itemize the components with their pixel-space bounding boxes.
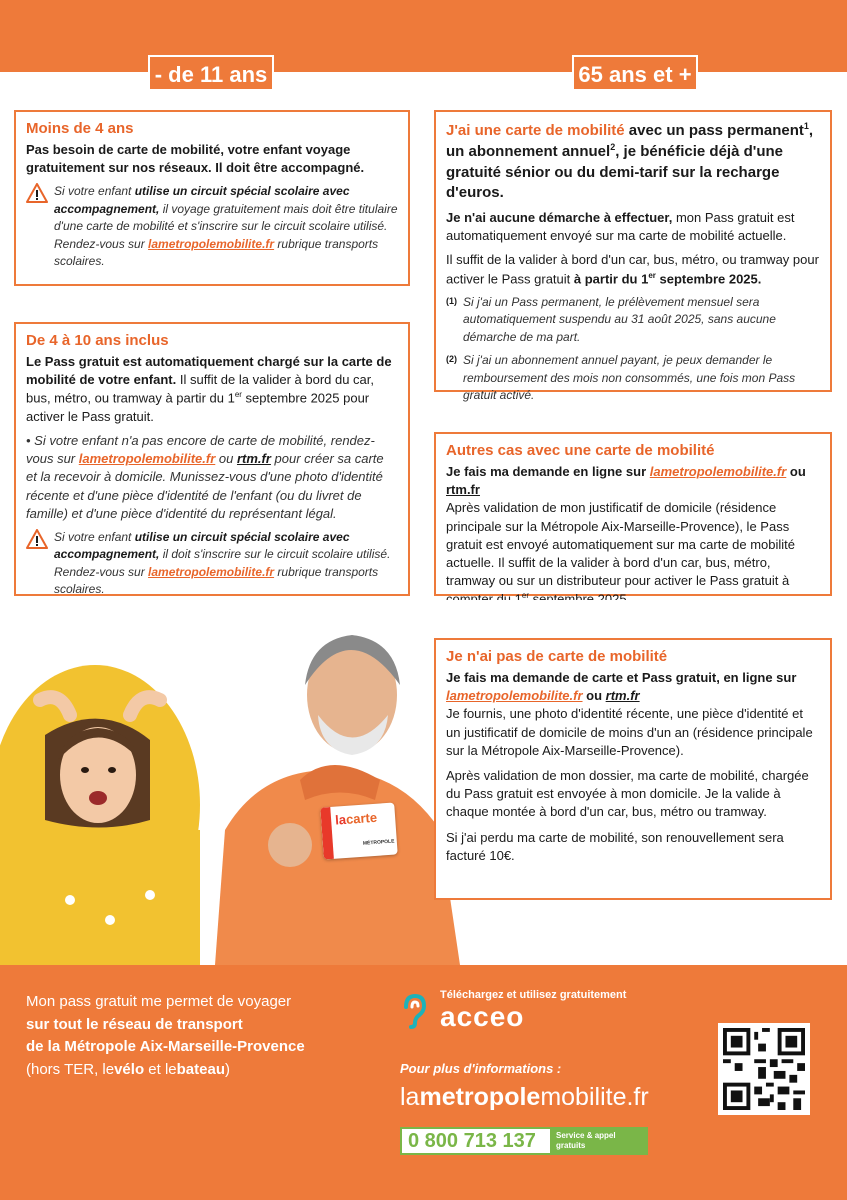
box-other-cases-title: Autres cas avec une carte de mobilité	[446, 442, 715, 459]
box-senior-existing-card	[434, 110, 832, 403]
senior-para-1: Je n'ai aucune démarche à effectuer, mon Pass gratuit est automatiquement envoyé sur ma carte de mobilité actuelle.	[446, 210, 795, 244]
qr-code[interactable]	[718, 1023, 810, 1115]
footer: Mon pass gratuit me permet de voyager sur tout le réseau de transport de la Métropole Aix-Marseille-Provence (hors TER, levélo et lebateau) Téléchargez et utilisez gratuitement acceo Pour plus d'informations : lametropolemobilite.fr 0 800 713 137 Service & appel gratuits	[0, 965, 847, 1200]
box-other-cases	[434, 432, 832, 601]
box-under-4	[14, 110, 410, 286]
top-band	[0, 0, 847, 72]
footer-statement: Mon pass gratuit me permet de voyager sur tout le réseau de transport de la Métropole Aix-Marseille-Provence (hors TER, levélo et lebateau)	[26, 993, 305, 1078]
no-card-para-2: Après validation de mon dossier, ma carte de mobilité, chargée du Pass gratuit est envoyée à mon domicile. Je la valide à chaque montée à bord d'un car, bus, métro ou tramway.	[446, 767, 809, 820]
link-lametropolemobilite[interactable]: lametropolemobilite.fr	[148, 564, 275, 579]
no-card-para-3: Si j'ai perdu ma carte de mobilité, son renouvellement sera facturé 10€.	[446, 829, 784, 863]
warning-icon	[26, 529, 48, 549]
footnote-1: (1) Si j'ai un Pass permanent, le prélèvement mensuel sera automatiquement suspendu au 31 août 2025, sans aucune démarche de ma part.	[446, 295, 776, 344]
link-rtm[interactable]: rtm.fr	[446, 482, 480, 498]
warning-text: Si votre enfant utilise un circuit spécial scolaire avec accompagnement, il doit s'inscrire sur le circuit scolaire utilisé. Rendez-vous sur lametropolemobilite.fr rubrique transports scolaires.	[54, 530, 391, 597]
website-link[interactable]: lametropolemobilite.fr	[400, 1083, 649, 1111]
box-no-card-title: Je n'ai pas de carte de mobilité	[446, 648, 668, 665]
box-under-4-title: Moins de 4 ans	[26, 120, 134, 137]
people-illustration	[0, 600, 480, 965]
ear-icon	[400, 993, 428, 1029]
age-tag-children: - de 11 ans	[148, 55, 274, 91]
acceo-logo: acceo	[440, 1001, 525, 1032]
link-lametropolemobilite[interactable]: lametropolemobilite.fr	[78, 451, 216, 467]
warning-note	[26, 183, 398, 270]
box-4-to-10-text: Le Pass gratuit est automatiquement chargé sur la carte de mobilité de votre enfant. Il suffit de la valider à bord du car, bus, métro, ou tramway à partir du 1er septembre 2025 pour activer le Pass gratuit.	[26, 354, 392, 424]
no-card-para-1: Je fais ma demande de carte et Pass gratuit, en ligne sur lametropolemobilite.fr ou rtm.fr Je fournis, une photo d'identité récente, une pièce d'identité et un justificatif de domicile de moins d'un an (résidence principale sur la Métropole Aix-Marseille-Provence).	[446, 670, 813, 758]
warning-text: Si votre enfant utilise un circuit spécial scolaire avec accompagnement, il voyage gratuitement mais doit être titulaire d'une carte de mobilité et s'inscrire sur le circuit scolaire utilisé. Rendez-vous sur lametropolemobilite.fr rubrique transports scolaires.	[54, 184, 398, 268]
phone-badge[interactable]: 0 800 713 137 Service & appel gratuits	[400, 1127, 648, 1155]
info-label: Pour plus d'informations :	[400, 1061, 562, 1076]
box-4-to-10-title: De 4 à 10 ans inclus	[26, 332, 169, 349]
senior-para-2: Il suffit de la valider à bord d'un car, bus, métro, ou tramway pour activer le Pass gratuit à partir du 1er septembre 2025.	[446, 252, 819, 286]
bullet-text: • Si votre enfant n'a pas encore de carte de mobilité, rendez-vous sur lametropolemobilite.fr ou rtm.fr pour créer sa carte et la recevoir à domicile. Munissez-vous d'une photo d'identité récente et d'une pièce d'identité de l'enfant (ou du livret de famille) et d'une pièce d'identité du représentant légal.	[26, 433, 384, 521]
warning-icon	[26, 183, 48, 203]
link-rtm[interactable]: rtm.fr	[605, 688, 640, 704]
link-lametropolemobilite[interactable]: lametropolemobilite.fr	[649, 464, 787, 479]
other-cases-text: Je fais ma demande en ligne sur lametropolemobilite.fr ou rtm.fr Après validation de mon justificatif de domicile (résidence principale sur la Métropole Aix-Marseille-Provence), le Pass gratuit est envoyé automatiquement sur ma carte de mobilité actuelle. Il suffit de la valider à bord d'un car, bus, métro, tramway ou sur un distributeur pour activer le Pass gratuit à $^{er}$	[446, 464, 806, 601]
warning-note	[26, 529, 398, 599]
box-under-4-text: Pas besoin de carte de mobilité, votre enfant voyage gratuitement sur nos réseaux. Il doit être accompagné.	[26, 142, 365, 176]
link-lametropolemobilite[interactable]: lametropolemobilite.fr	[446, 688, 583, 704]
age-tag-seniors: 65 ans et +	[572, 55, 698, 91]
box-no-card	[434, 638, 832, 900]
senior-heading: J'ai une carte de mobilité avec un pass permanent$^1$, un abonnement annuel$^2$, je bénéficie déjà d'une gratuité sénior ou du demi-tarif sur la recharge d'euros.	[446, 121, 814, 201]
box-4-to-10	[14, 322, 410, 596]
link-lametropolemobilite[interactable]: lametropolemobilite.fr	[148, 236, 275, 251]
link-rtm[interactable]: rtm.fr	[236, 451, 271, 467]
mobility-card: lacarte MÉTROPOLE	[320, 802, 397, 859]
qr-code-icon	[723, 1028, 805, 1110]
footnote-2: (2) Si j'ai un abonnement annuel payant, je peux demander le remboursement des mois non consommés, une fois mon Pass gratuit activé.	[446, 353, 796, 403]
